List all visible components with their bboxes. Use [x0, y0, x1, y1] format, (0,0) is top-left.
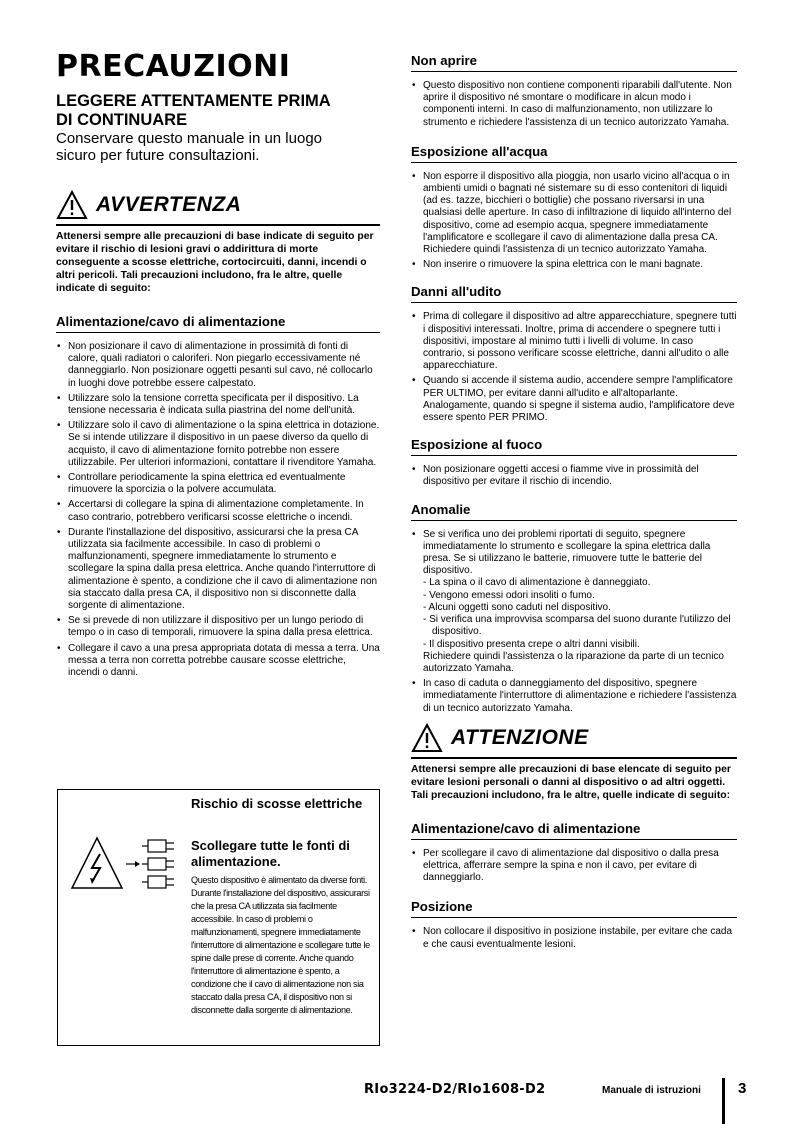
footer-divider: [722, 1078, 725, 1124]
position-list: [411, 926, 737, 950]
anomaly-sub-item: - Vengono emessi odori insoliti o fumo.: [423, 589, 595, 601]
list-item: • Non esporre il dispositivo alla pioggia, non usarlo vicino all'acqua o in ambienti umidi o bagnati né sistemare su di esso contenitori di liquidi (ad es. tazze, bicchieri o bottiglie) che possano riversarsi in una qualsiasi delle aperture. In caso di infiltrazione di liquido all'interno del dispositivo, come ad esempio acqua, spegnere immediatamente l'amplificatore e scollegare il cavo di alimentazione dalla presa CA. Richiedere quindi l'assistenza di un tecnico autorizzato Yamaha.: [411, 171, 737, 256]
intro-line2: sicuro per future consultazioni.: [56, 147, 260, 164]
intro-line1: Conservare questo manuale in un luogo: [56, 130, 323, 147]
position-section-title: Posizione: [411, 898, 737, 918]
list-item: • In caso di caduta o danneggiamento del dispositivo, spegnere immediatamente l'interruttore di alimentazione e richiedere l'assistenza di un tecnico autorizzato Yamaha.: [411, 678, 737, 715]
list-item: • Non posizionare il cavo di alimentazione in prossimità di fonti di calore, quali radiatori o caloriferi. Non piegarlo eccessivamente né danneggiarlo. Non posizionare oggetti pesanti sul cavo, né collocarlo in luoghi dove potrebbe essere calpestato.: [56, 341, 380, 390]
hearing-section-title: Danni all'udito: [411, 283, 737, 303]
right-column: [411, 52, 737, 954]
shock-warning-box: [57, 789, 380, 1046]
electric-shock-plugs-icon: [70, 834, 188, 894]
list-item: • Controllare periodicamente la spina elettrica ed eventualmente rimuovere la sporcizia o la polvere accumulata.: [56, 472, 380, 496]
anomalies-list: [411, 529, 737, 715]
list-item: • Se si prevede di non utilizzare il dispositivo per un lungo periodo di tempo o in caso di temporali, rimuovere la spina dalla presa elettrica.: [56, 615, 380, 639]
hearing-list: [411, 311, 737, 424]
warning-triangle-icon: [56, 190, 88, 220]
list-item: [56, 420, 380, 469]
list-item: • Utilizzare solo la tensione corretta specificata per il dispositivo. La tensione necessaria è indicata sulla piastrina del nome dell'unità.: [56, 393, 380, 417]
list-item-extra: Se si intende utilizzare il dispositivo in un paese diverso da quello di acquisto, il cavo di alimentazione fornito potrebbe non essere utilizzabile. Per ulteriori informazioni, contattare il rivenditore Yamaha.: [68, 432, 377, 468]
list-item-text: • Se si verifica uno dei problemi riportati di seguito, spegnere immediatamente lo strumento e scollegare la spina elettrica dalla presa. Se si utilizzano le batterie, rimuovere tutte le batterie del dispositivo.: [423, 528, 711, 577]
water-section-title: Esposizione all'acqua: [411, 143, 737, 163]
anomaly-sub-item: - Si verifica una improvvisa scomparsa del suono durante l'utilizzo del dispositivo.: [423, 614, 731, 638]
list-item: • Durante l'installazione del dispositivo, assicurarsi che la presa CA utilizzata sia facilmente accessibile. In caso di problemi o malfunzionamenti, spegnere immediatamente lo strumento e scollegare la spina dalla presa elettrica. Anche quando l'interruttore di alimentazione è spento, a condizione che il cavo di alimentazione non sia staccato dalla presa CA, il dispositivo non si disconnette dalla sorgente di alimentazione.: [56, 527, 380, 612]
warning-divider: [56, 224, 380, 226]
power-section-title: Alimentazione/cavo di alimentazione: [56, 313, 380, 333]
anomaly-sub-item: - Il dispositivo presenta crepe o altri danni visibili.: [423, 638, 640, 650]
list-item: • Prima di collegare il dispositivo ad altre apparecchiature, spegnere tutti i dispositivi interessati. Inoltre, prima di accendere o spegnere tutti i dispositivi, impostare al minimo tutti i livelli di volume. In caso contrario, si possono verificare scosse elettriche, danni all'udito o alle apparecchiature.: [411, 311, 737, 372]
subtitle-line1: LEGGERE ATTENTAMENTE PRIMA: [56, 92, 331, 110]
page-number: 3: [738, 1080, 747, 1097]
anomaly-sub-item: - Alcuni oggetti sono caduti nel dispositivo.: [423, 601, 611, 613]
caution-power-section-title: Alimentazione/cavo di alimentazione: [411, 820, 737, 840]
shock-box-body: Questo dispositivo è alimentato da diverse fonti. Durante l'installazione del dispositivo, assicurarsi che la presa CA utilizzata sia facilmente accessibile. In caso di problemi o malfunzionamenti, spegnere immediatamente l'interruttore di alimentazione e scollegare tutte le spine dalle prese di corrente. Anche quando l'interruttore di alimentazione è spento, a condizione che il cavo di alimentazione non sia staccato dalla presa CA, il dispositivo non si disconnette dalla sorgente di alimentazione.: [191, 875, 370, 1015]
list-item: • Questo dispositivo non contiene componenti riparabili dall'utente. Non aprire il dispositivo né smontare o modificare in alcun modo i componenti interni. In caso di malfunzionamento, non utilizzare lo strumento e richiedere l'assistenza di un tecnico autorizzato Yamaha.: [411, 80, 737, 129]
caution-header: [411, 721, 737, 755]
left-column: [56, 50, 380, 682]
warning-header: [56, 188, 380, 222]
caution-triangle-icon: [411, 723, 443, 753]
page-title: PRECAUZIONI: [56, 49, 291, 84]
caution-power-list: [411, 848, 737, 885]
caution-label: ATTENZIONE: [451, 725, 589, 749]
water-list: [411, 171, 737, 272]
open-list: [411, 80, 737, 129]
list-item: • Non collocare il dispositivo in posizione instabile, per evitare che cada e che causi eventualmente lesioni.: [411, 926, 737, 950]
list-item: • Non posizionare oggetti accesi o fiamme vive in prossimità del dispositivo per evitare il rischio di incendio.: [411, 464, 737, 488]
list-item: • Per scollegare il cavo di alimentazione dal dispositivo o dalla presa elettrica, afferrare sempre la spina e non il cavo, per evitare di danneggiarlo.: [411, 848, 737, 885]
list-item: • Quando si accende il sistema audio, accendere sempre l'amplificatore PER ULTIMO, per evitare danni all'udito e all'altoparlante. Analogamente, quando si spegne il sistema audio, l'amplificatore deve essere spento PER PRIMO.: [411, 375, 737, 424]
shock-box-subtitle: Scollegare tutte le fonti di alimentazione.: [191, 838, 350, 869]
fire-section-title: Esposizione al fuoco: [411, 436, 737, 456]
list-item-after: Richiedere quindi l'assistenza o la riparazione da parte di un tecnico autorizzato Yamaha.: [423, 650, 724, 674]
caution-divider: [411, 757, 737, 759]
caution-intro: Attenersi sempre alle precauzioni di base elencate di seguito per evitare lesioni personali o danni al dispositivo o ad altri oggetti. Tali precauzioni includono, fra le altre, quelle indicate di seguito:: [411, 763, 731, 801]
anomalies-section-title: Anomalie: [411, 501, 737, 521]
fire-list: [411, 464, 737, 488]
warning-intro: Attenersi sempre alle precauzioni di base indicate di seguito per evitare il rischio di lesioni gravi o addirittura di morte conseguente a scosse elettriche, cortocircuiti, danni, incendi o altri pericoli. Tali precauzioni includono, fra le altre, quelle indicate di seguito:: [56, 231, 374, 294]
list-item: • Non inserire o rimuovere la spina elettrica con le mani bagnate.: [411, 259, 737, 271]
list-item: • Accertarsi di collegare la spina di alimentazione completamente. In caso contrario, potrebbero verificarsi scosse elettriche o incendi.: [56, 499, 380, 523]
anomaly-sub-item: - La spina o il cavo di alimentazione è danneggiato.: [423, 577, 651, 589]
warning-label: AVVERTENZA: [96, 193, 242, 216]
list-item-text: • Utilizzare solo il cavo di alimentazione o la spina elettrica in dotazione.: [68, 420, 380, 432]
subtitle-line2: DI CONTINUARE: [56, 111, 188, 129]
list-item: • Collegare il cavo a una presa appropriata dotata di messa a terra. Una messa a terra non corretta potrebbe causare scosse elettriche, incendi o danni.: [56, 643, 380, 680]
footer-model-name: RIo3224-D2/RIo1608-D2: [364, 1082, 546, 1097]
list-item: [411, 529, 737, 675]
shock-box-title: Rischio di scosse elettriche: [191, 796, 363, 811]
power-list: [56, 341, 380, 679]
open-section-title: Non aprire: [411, 52, 737, 72]
footer-document-name: Manuale di istruzioni: [602, 1085, 701, 1096]
